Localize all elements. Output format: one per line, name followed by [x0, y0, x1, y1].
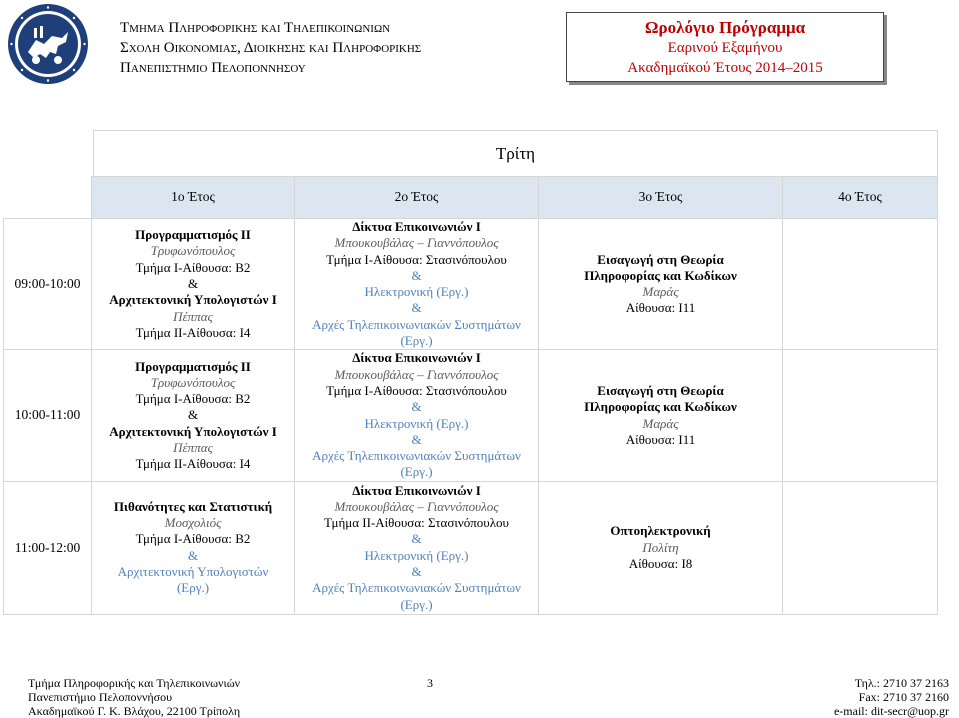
- course-line: &: [411, 300, 422, 316]
- course-line: Τμήμα Ι-Αίθουσα: Β2: [135, 391, 251, 407]
- course-line: &: [411, 267, 422, 283]
- course-line: Ηλεκτρονική (Εργ.): [364, 284, 469, 300]
- year-header-row: [4, 177, 938, 219]
- time-slot: 11:00-12:00: [4, 481, 92, 614]
- footer-phone: Τηλ.: 2710 37 2163: [854, 676, 949, 690]
- school-name: Σχολη Οικονομιας, Διοικησης και Πληροφορικης: [120, 40, 422, 56]
- course-line: Τμήμα Ι-Αίθουσα: Β2: [135, 259, 251, 275]
- course-line: Μπουκουβάλας – Γιαννόπουλος: [334, 366, 499, 382]
- course-cell: [539, 219, 783, 350]
- course-line: (Εργ.): [176, 580, 210, 596]
- course-cell: [92, 350, 295, 481]
- course-line: (Εργ.): [400, 596, 433, 612]
- course-cell: [783, 350, 938, 481]
- footer-department: Τμήμα Πληροφορικής και Τηλεπικοινωνιών: [28, 676, 241, 690]
- course-line: Δίκτυα Επικοινωνιών Ι: [352, 350, 481, 366]
- course-line: Ηλεκτρονική (Εργ.): [364, 547, 469, 563]
- course-cell: [783, 219, 938, 350]
- schedule-title: Ωρολόγιο Πρόγραμμα: [644, 18, 806, 37]
- footer-street: Ακαδημαϊκού Γ. Κ. Βλάχου, 22100 Τρίπολη: [28, 704, 241, 718]
- course-line: Πιθανότητες και Στατιστική: [113, 498, 273, 514]
- footer-email: e-mail: dit-secr@uop.gr: [833, 704, 949, 718]
- course-line: Πληροφορίας και Κωδίκων: [584, 267, 737, 283]
- time-slot: 10:00-11:00: [4, 350, 92, 481]
- course-cell: [539, 481, 783, 614]
- table-row: [4, 481, 938, 614]
- timetable: [3, 176, 938, 615]
- academic-year-label: Ακαδημαϊκού Έτους 2014–2015: [627, 60, 823, 76]
- university-seal-logo: [6, 2, 90, 86]
- course-line: Αρχιτεκτονική Υπολογιστών Ι: [109, 292, 277, 308]
- course-line: &: [411, 564, 422, 580]
- course-line: Αίθουσα: Ι11: [625, 300, 696, 316]
- course-line: Τμήμα Ι-Αίθουσα: Β2: [135, 531, 251, 547]
- course-line: Τρυφωνόπουλος: [150, 243, 236, 259]
- course-line: Δίκτυα Επικοινωνιών Ι: [352, 219, 481, 234]
- table-row: [4, 350, 938, 481]
- schedule-title-box: [566, 12, 884, 82]
- footer-contact: [834, 676, 949, 718]
- course-line: Προγραμματισμός ΙΙ: [135, 227, 251, 243]
- course-line: Μπουκουβάλας – Γιαννόπουλος: [334, 498, 499, 514]
- course-line: &: [411, 399, 422, 415]
- course-line: Ηλεκτρονική (Εργ.): [364, 415, 469, 431]
- page-header: [0, 0, 959, 90]
- course-line: Μαράς: [642, 284, 679, 300]
- course-line: Προγραμματισμός ΙΙ: [135, 358, 251, 374]
- course-cell: [783, 481, 938, 614]
- course-line: Μοσχολιός: [164, 515, 222, 531]
- semester-label: Εαρινού Εξαμήνου: [667, 40, 783, 56]
- course-line: Αρχές Τηλεπικοινωνιακών Συστημάτων: [312, 448, 521, 464]
- university-name: Πανεπιστημιο Πελοποννησου: [120, 60, 306, 76]
- course-line: &: [411, 431, 422, 447]
- time-slot: 09:00-10:00: [4, 219, 92, 350]
- footer-address: [28, 676, 240, 718]
- course-line: &: [187, 547, 199, 563]
- course-line: Πέππας: [173, 440, 213, 455]
- course-line: (Εργ.): [400, 464, 433, 480]
- course-line: Αρχές Τηλεπικοινωνιακών Συστημάτων: [312, 580, 521, 596]
- course-cell: [295, 481, 539, 614]
- course-line: Εισαγωγή στη Θεωρία: [597, 382, 724, 398]
- course-line: Τμήμα ΙΙ-Αίθουσα: Στασινόπουλου: [324, 515, 509, 531]
- course-line: Τμήμα ΙΙ-Αίθουσα: Ι4: [135, 456, 251, 472]
- course-line: Μαράς: [642, 415, 679, 431]
- page-number: 3: [427, 676, 433, 690]
- course-cell: [295, 219, 539, 350]
- course-line: Πέππας: [173, 308, 213, 324]
- year-header: 3ο Έτος: [539, 177, 783, 219]
- course-line: Δίκτυα Επικοινωνιών Ι: [352, 482, 481, 498]
- page-footer: [0, 670, 959, 717]
- year-header: 4ο Έτος: [783, 177, 938, 219]
- course-line: &: [187, 276, 199, 292]
- course-line: &: [411, 531, 422, 547]
- course-line: Αρχιτεκτονική Υπολογιστών: [117, 564, 269, 580]
- course-line: Μπουκουβάλας – Γιαννόπουλος: [334, 235, 499, 251]
- course-line: Τμήμα Ι-Αίθουσα: Στασινόπουλου: [326, 382, 507, 398]
- course-line: Αίθουσα: Ι8: [628, 555, 693, 571]
- course-cell: [539, 350, 783, 481]
- course-cell: [92, 219, 295, 350]
- course-line: Τμήμα Ι-Αίθουσα: Στασινόπουλου: [326, 251, 507, 267]
- course-line: Εισαγωγή στη Θεωρία: [597, 251, 724, 267]
- department-info: [120, 18, 421, 78]
- course-cell: [92, 481, 295, 614]
- footer-university: Πανεπιστήμιο Πελοποννήσου: [28, 690, 173, 704]
- course-line: &: [187, 407, 199, 423]
- course-line: (Εργ.): [400, 333, 433, 349]
- course-cell: [295, 350, 539, 481]
- year-header: 2ο Έτος: [295, 177, 539, 219]
- course-line: Αρχές Τηλεπικοινωνιακών Συστημάτων: [312, 316, 521, 332]
- department-name: Τμημα Πληροφορικης και Τηλεπικοινωνιων: [120, 20, 391, 36]
- course-line: Τμήμα ΙΙ-Αίθουσα: Ι4: [135, 324, 251, 340]
- course-line: Αίθουσα: Ι11: [625, 431, 696, 447]
- table-row: [4, 219, 938, 350]
- day-heading: Τρίτη: [93, 130, 938, 178]
- corner-cell: [4, 177, 92, 219]
- course-line: Τρυφωνόπουλος: [150, 374, 236, 390]
- footer-fax: Fax: 2710 37 2160: [858, 690, 949, 704]
- year-header: 1ο Έτος: [92, 177, 295, 219]
- course-line: Πληροφορίας και Κωδίκων: [584, 399, 737, 415]
- course-line: Αρχιτεκτονική Υπολογιστών Ι: [109, 423, 277, 439]
- course-line: Πολίτη: [642, 539, 679, 555]
- course-line: Οπτοηλεκτρονική: [610, 523, 711, 539]
